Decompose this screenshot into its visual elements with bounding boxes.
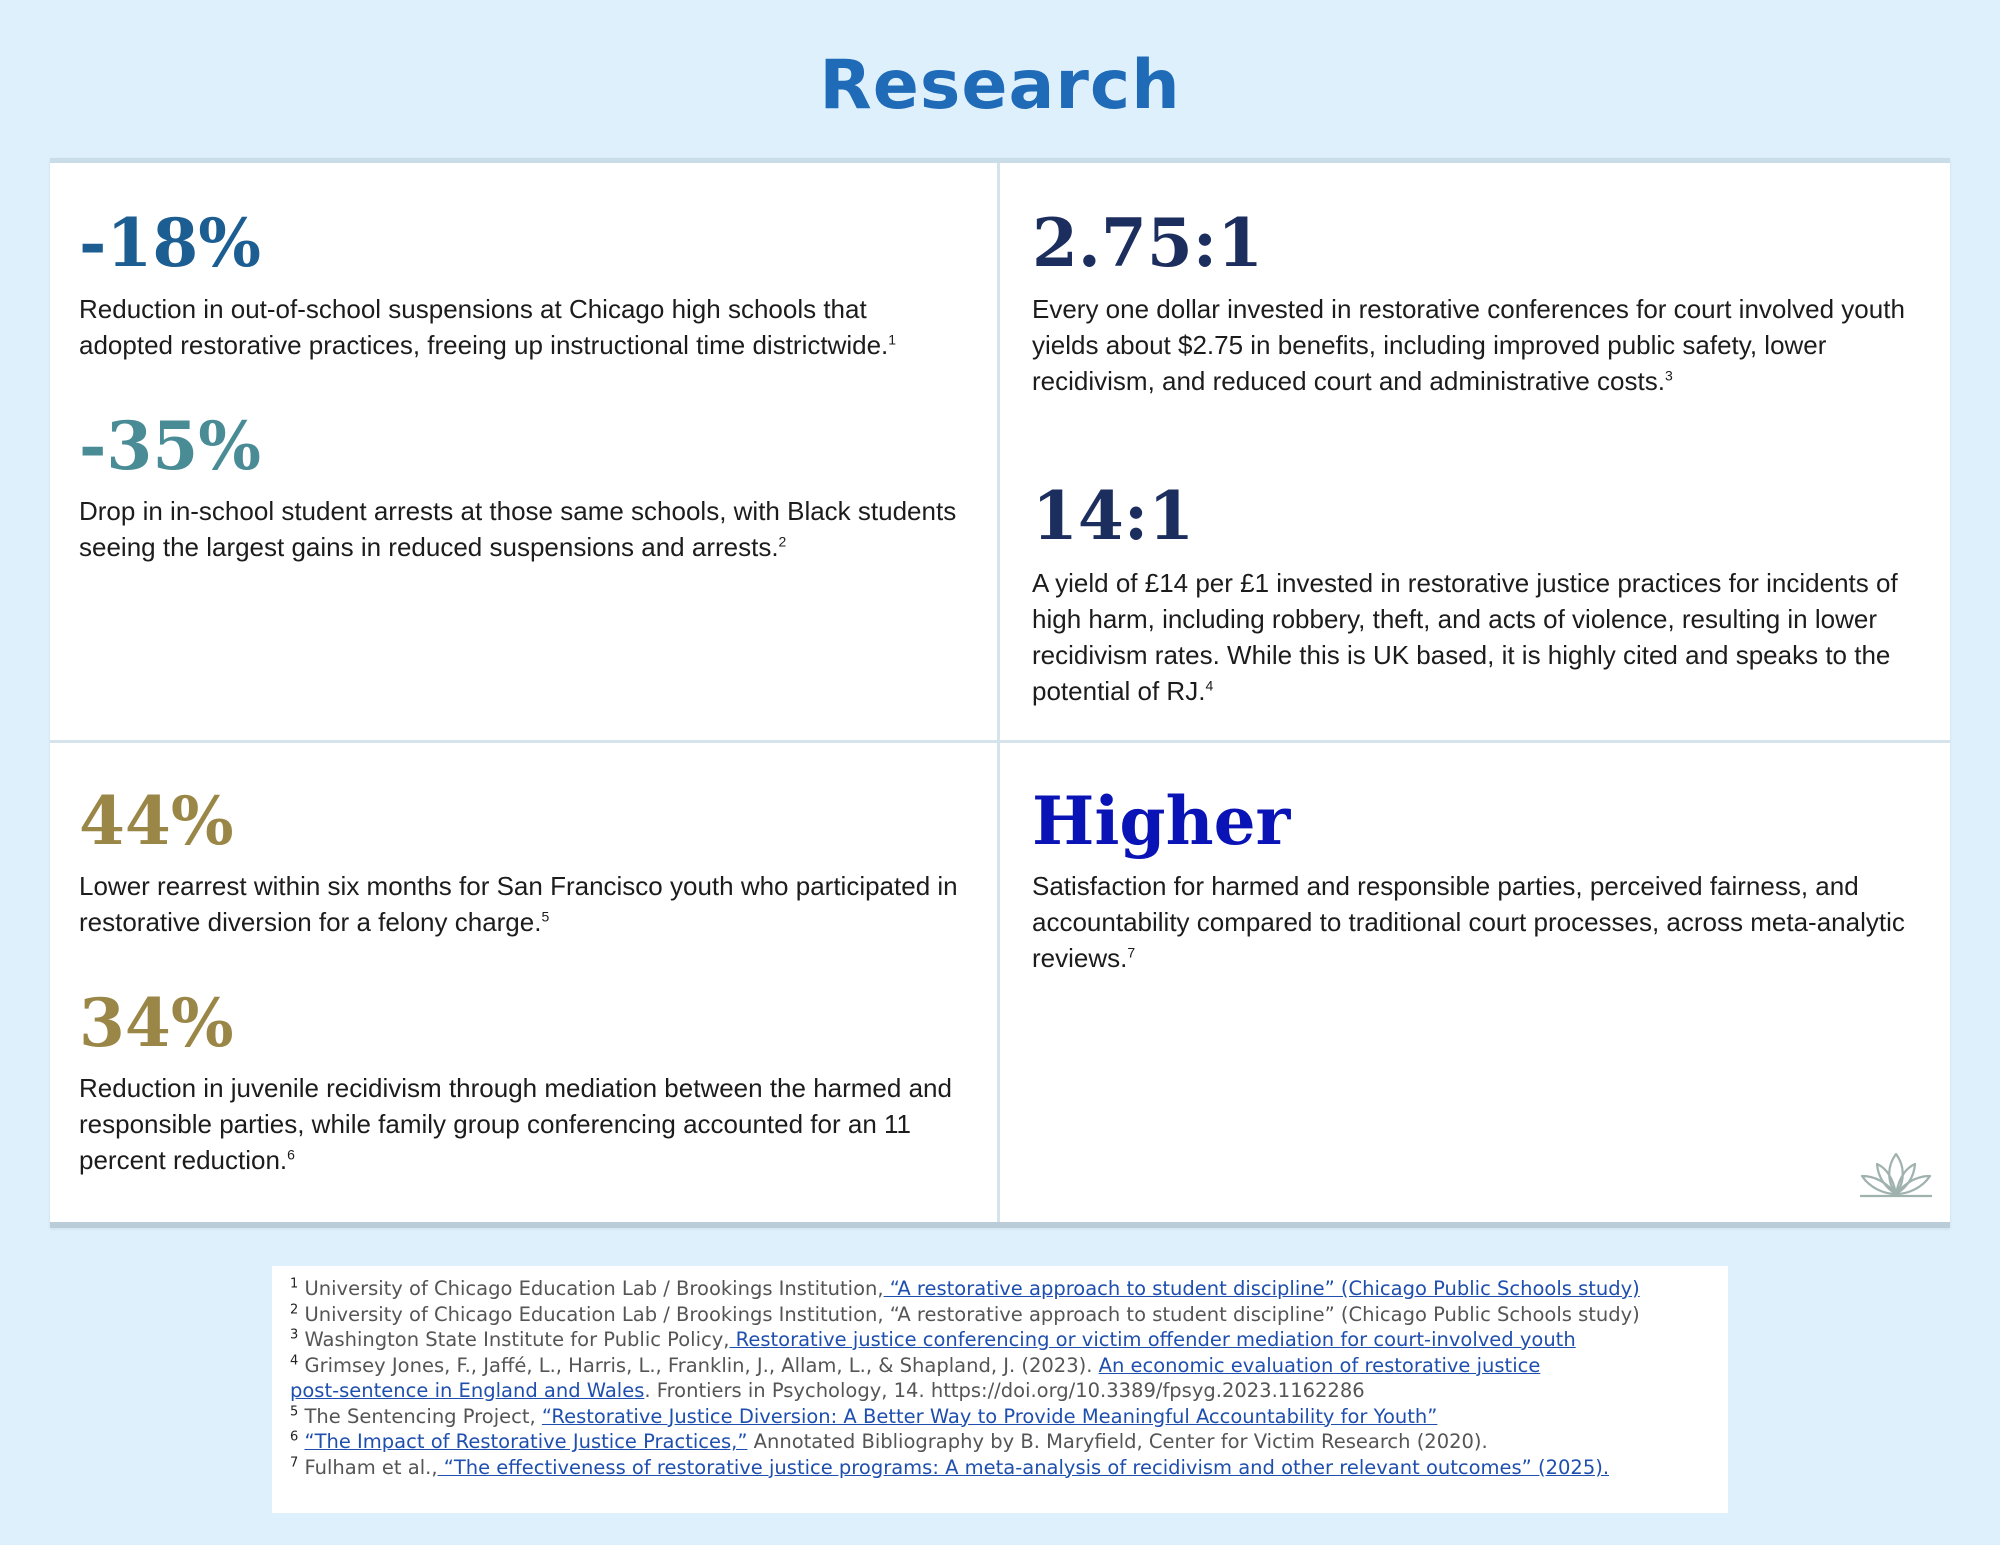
footnote-4-link-continued[interactable]: post-sentence in England and Wales <box>290 1379 645 1402</box>
stat-recidivism-reduction: 34% <box>79 984 234 1062</box>
grid-divider-horizontal <box>50 740 1950 743</box>
stat-return-ratio-us: 2.75:1 <box>1032 204 1264 282</box>
footnote-6: $^6$ “The Impact of Restorative Justice Practices,” Annotated Bibliography by B. Maryfield, Center for Victim Research (2020). <box>290 1429 1488 1453</box>
stat-arrest-description: Drop in in-school student arrests at those same schools, with Black students seeing the largest gains in reduced suspensions and arrests.$^2$ <box>79 496 957 562</box>
footnote-4: $^4$ Grimsey Jones, F., Jaffé, L., Harris, L., Franklin, J., Allam, L., & Shapland, J. (2023). An economic evaluation of restorative justice <box>290 1353 1541 1377</box>
stat-satisfaction-higher: Higher <box>1032 782 1291 860</box>
grid-divider-vertical <box>997 163 1000 1222</box>
footnote-1: $^1$ University of Chicago Education Lab / Brookings Institution, “A restorative approach to student discipline” (Chicago Public Schools study) <box>290 1276 1640 1300</box>
stat-rearrest-description: Lower rearrest within six months for San Francisco youth who participated in restorative diversion for a felony charge.$^5$ <box>79 871 958 937</box>
footnote-1-link[interactable]: “A restorative approach to student discipline” (Chicago Public Schools study) <box>883 1277 1640 1300</box>
footnote-4-link[interactable]: An economic evaluation of restorative justice <box>1098 1353 1541 1377</box>
footnotes-box <box>272 1266 1728 1513</box>
footnote-7: $^7$ Fulham et al., “The effectiveness of restorative justice programs: A meta-analysis of recidivism and other relevant outcomes” (2025). <box>290 1455 1610 1479</box>
stat-suspension-reduction: -18% <box>79 204 261 282</box>
footnote-2: $^2$ University of Chicago Education Lab / Brookings Institution, “A restorative approach to student discipline” (Chicago Public Schools study) <box>290 1302 1640 1326</box>
footnote-7-link[interactable]: “The effectiveness of restorative justice programs: A meta-analysis of recidivism and other relevant outcomes” (2025). <box>437 1455 1610 1479</box>
stat-rearrest-lower: 44% <box>79 782 234 860</box>
footnote-6-link[interactable]: “The Impact of Restorative Justice Practices,” <box>304 1430 748 1453</box>
stat-return-ratio-us-description: Every one dollar invested in restorative conferences for court involved youth yields about $2.75 in benefits, including improved public safety, lower recidivism, and reduced court and administrative costs.$^3$ <box>1032 294 1905 396</box>
stat-suspension-description: Reduction in out-of-school suspensions at Chicago high schools that adopted restorative practices, freeing up instructional time districtwide.$^1$ <box>79 294 897 360</box>
stat-return-ratio-uk: 14:1 <box>1032 477 1195 555</box>
footnote-4-continued: post-sentence in England and Wales. Frontiers in Psychology, 14. https://doi.org/10.3389/fpsyg.2023.1162286 <box>290 1379 1365 1402</box>
lotus-icon <box>1856 1148 1936 1200</box>
footnote-3: $^3$ Washington State Institute for Public Policy, Restorative justice conferencing or victim offender mediation for court-involved youth <box>290 1327 1576 1351</box>
footnote-5: $^5$ The Sentencing Project, “Restorative Justice Diversion: A Better Way to Provide Meaningful Accountability for Youth” <box>290 1404 1438 1428</box>
research-stats-grid <box>50 158 1950 1228</box>
stat-arrest-drop: -35% <box>79 407 261 485</box>
footnote-5-link[interactable]: “Restorative Justice Diversion: A Better Way to Provide Meaningful Accountability for Youth” <box>541 1404 1438 1428</box>
footnote-3-link[interactable]: Restorative justice conferencing or victim offender mediation for court-involved youth <box>729 1328 1576 1351</box>
stat-return-ratio-uk-description: A yield of £14 per £1 invested in restorative justice practices for incidents of high harm, including robbery, theft, and acts of violence, resulting in lower recidivism rates. While this is UK based, it is highly cited and speaks to the potential of RJ.$^4$ <box>1032 568 1898 706</box>
stat-recidivism-description: Reduction in juvenile recidivism through mediation between the harmed and responsible parties, while family group conferencing accounted for an 11 percent reduction.$^6$ <box>79 1073 952 1175</box>
stat-satisfaction-description: Satisfaction for harmed and responsible parties, perceived fairness, and accountability compared to traditional court processes, across meta-analytic reviews.$^7$ <box>1032 871 1905 973</box>
page-title: Research <box>819 46 1181 125</box>
